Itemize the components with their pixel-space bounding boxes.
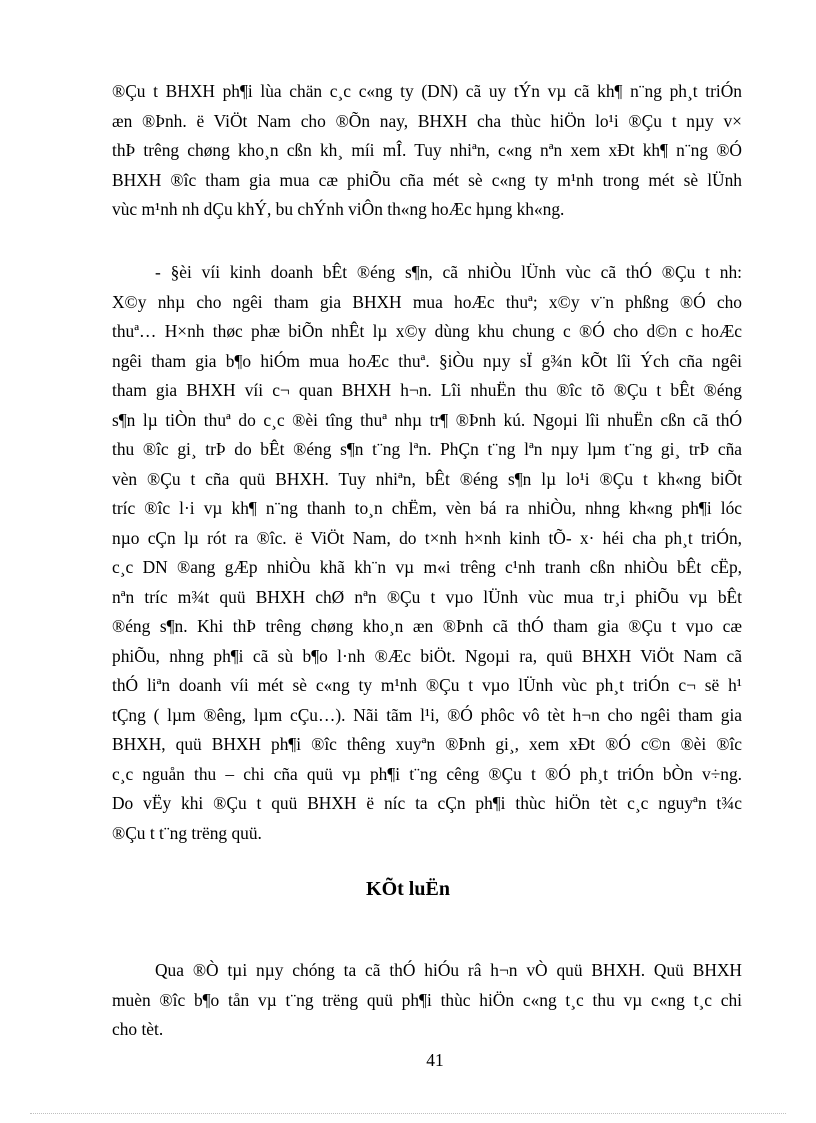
text-line: thu ®îc gi¸ trÞ do bÊt ®éng s¶n t¨ng lªn. PhÇn t¨ng lªn nµy lµm t¨ng gi¸ trÞ cña — [112, 439, 742, 459]
body-paragraph-real-estate — [112, 258, 742, 848]
text-line: ngêi tham gia b¶o hiÓm mua hoÆc thuª. §iÒu nµy sÏ g¾n kÕt lîi Ých cña ngêi — [112, 350, 742, 371]
text-line: ®éng s¶n. Khi thÞ trêng chøng kho¸n æn ®Þnh cã thÓ tham gia ®Çu t vµo cæ — [112, 616, 742, 636]
text-line: æn ®Þnh. ë ViÖt Nam cho ®Õn nay, BHXH cha thùc hiÖn lo¹i ®Çu t nµy v× — [112, 110, 742, 131]
text-line: vèn ®Çu t cña quü BHXH. Tuy nhiªn, bÊt ®éng s¶n lµ lo¹i ®Çu t kh«ng biÕt — [112, 468, 742, 489]
text-line: s¶n lµ tiÒn thuª do c¸c ®èi tîng thuª nhµ tr¶ ®Þnh kú. Ngoµi lîi nhuËn cßn cã thÓ — [112, 409, 742, 430]
text-line: c¸c DN ®ang gÆp nhiÒu khã kh¨n vµ m«i trêng c¹nh tranh cßn nhiÒu bÊt cËp, — [112, 557, 742, 577]
text-line: thuª… H×nh thøc phæ biÕn nhÊt lµ x©y dùng khu chung c ®Ó cho d©n c hoÆc — [112, 321, 742, 341]
text-line: - §èi víi kinh doanh bÊt ®éng s¶n, cã nhiÒu lÜnh vùc cã thÓ ®Çu t nh: — [155, 262, 742, 282]
text-line: ®Çu t t¨ng trëng quü. — [112, 822, 262, 843]
page-bottom-divider — [30, 1113, 786, 1114]
text-line: Do vËy khi ®Çu t quü BHXH ë níc ta cÇn ph¶i thùc hiÖn tèt c¸c nguyªn t¾c — [112, 793, 742, 813]
body-paragraph-investment-companies — [112, 77, 742, 225]
body-paragraph-conclusion — [112, 956, 742, 1045]
text-line: Qua ®Ò tµi nµy chóng ta cã thÓ hiÓu râ h¬n vÒ quü BHXH. Quü BHXH — [155, 960, 742, 980]
text-line: thÞ trêng chøng kho¸n cßn kh¸ míi mÎ. Tuy nhiªn, c«ng nªn xem xÐt kh¶ n¨ng ®Ó — [112, 140, 742, 160]
text-line: X©y nhµ cho ngêi tham gia BHXH mua hoÆc thuª; x©y v¨n phßng ®Ó cho — [112, 291, 742, 312]
text-line: cho tèt. — [112, 1019, 164, 1039]
text-line: nªn tríc m¾t quü BHXH chØ nªn ®Çu t vµo lÜnh vùc mua tr¸i phiÕu vµ bÊt — [112, 586, 742, 607]
text-line: BHXH, quü BHXH ph¶i ®îc thêng xuyªn ®Þnh gi¸, xem xÐt ®Ó c©n ®èi ®îc — [112, 734, 742, 754]
text-line: tÇng ( lµm ®êng, lµm cÇu…). Nãi tãm l¹i, ®Ó phôc vô tèt h¬n cho ngêi tham gia — [112, 704, 742, 725]
text-line: phiÕu, nhng ph¶i cã sù b¶o l·nh ®Æc biÖt. Ngoµi ra, quü BHXH ViÖt Nam cã — [112, 645, 742, 666]
text-line: tham gia BHXH víi c¬ quan BHXH h¬n. Lîi nhuËn thu ®îc tõ ®Çu t bÊt ®éng — [112, 380, 742, 400]
text-line: thÓ liªn doanh víi mét sè c«ng ty m¹nh ®Çu t vµo lÜnh vùc ph¸t triÓn c¬ së h¹ — [112, 675, 742, 695]
text-line: ®Çu t BHXH ph¶i lùa chän c¸c c«ng ty (DN) cã uy tÝn vµ cã kh¶ n¨ng ph¸t triÓn — [112, 81, 742, 101]
page-number: 41 — [426, 1050, 444, 1070]
text-line: nµo cÇn lµ rót ra ®îc. ë ViÖt Nam, do t×nh h×nh kinh tÕ- x· héi cha ph¸t triÓn, — [112, 527, 742, 548]
section-heading-conclusion: KÕt luËn — [366, 878, 450, 900]
text-line: muèn ®îc b¶o tån vµ t¨ng trëng quü ph¶i thùc hiÖn c«ng t¸c thu vµ c«ng t¸c chi — [112, 989, 742, 1010]
text-line: c¸c nguån thu – chi cña quü vµ ph¶i t¨ng cêng ®Çu t ®Ó ph¸t triÓn bÒn v÷ng. — [112, 763, 742, 784]
text-line: BHXH ®îc tham gia mua cæ phiÕu cña mét sè c«ng ty m¹nh trong mét sè lÜnh — [112, 169, 742, 190]
text-line: vùc m¹nh nh dÇu khÝ, bu chÝnh viÔn th«ng hoÆc hµng kh«ng. — [112, 199, 565, 219]
text-line: tríc ®îc l·i vµ kh¶ n¨ng thanh to¸n chËm, vèn bá ra nhiÒu, nhng kh«ng ph¶i lóc — [112, 498, 742, 518]
